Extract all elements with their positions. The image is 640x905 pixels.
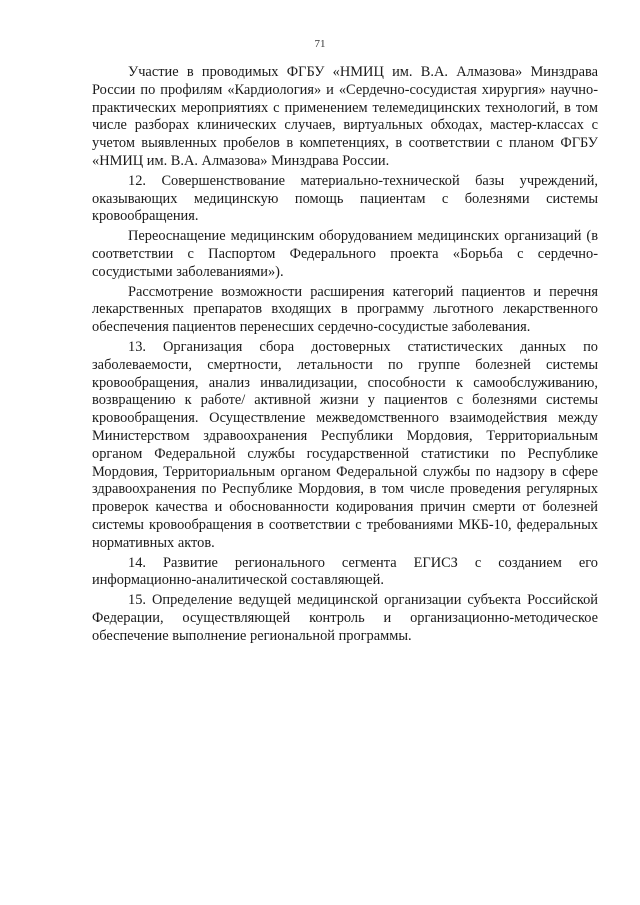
paragraph-item-14: 14. Развитие регионального сегмента ЕГИСЗ с созданием его информационно-аналитической составляющей.	[92, 554, 598, 589]
paragraph-drug-provision: Рассмотрение возможности расширения категорий пациентов и перечня лекарственных препаратов входящих в программу льготного лекарственного обеспечения пациентов перенесших сердечно-сосудистые заболевания.	[92, 283, 598, 336]
paragraph-item-12: 12. Совершенствование материально-технической базы учреждений, оказывающих медицинскую помощь пациентам с болезнями системы кровообращения.	[92, 172, 598, 225]
paragraph-item-15: 15. Определение ведущей медицинской организации субъекта Российской Федерации, осуществляющей контроль и организационно-методическое обеспечение выполнение региональной программы.	[92, 592, 598, 644]
paragraph-reequipment: Переоснащение медицинским оборудованием медицинских организаций (в соответствии с Паспортом Федерального проекта «Борьба с сердечно-сосудистыми заболеваниями»).	[92, 228, 598, 280]
page-number: 71	[314, 38, 326, 50]
document-body	[92, 64, 598, 648]
paragraph-participation: Участие в проводимых ФГБУ «НМИЦ им. В.А. Алмазова» Минздрава России по профилям «Кардиология» и «Сердечно-сосудистая хирургия» научно-практических мероприятиях с применением телемедицинских технологий, в том числе разборах клинических случаев, виртуальных обходах, мастер-классах с учетом выявленных пробелов в компетенциях, в соответствии с планом ФГБУ «НМИЦ им. В.А. Алмазова» Минздрава России.	[92, 64, 598, 169]
paragraph-item-13: 13. Организация сбора достоверных статистических данных по заболеваемости, смертности, летальности по группе болезней системы кровообращения, анализ инвалидизации, способности к самообслуживанию, возвращению к работе/ активной жизни у пациентов с болезнями системы кровообращения. Осуществление межведомственного взаимодействия между Министерством здравоохранения Республики Мордовия, Территориальным органом Федеральной службы государственной статистики по Республике Мордовия, Территориальным органом Федеральной службы по надзору в сфере здравоохранения по Республике Мордовия, в том числе проведения регулярных проверок качества и обоснованности кодирования причин смерти от болезней системы кровообращения в соответствии с требованиями МКБ-10, федеральных нормативных актов.	[92, 338, 598, 551]
